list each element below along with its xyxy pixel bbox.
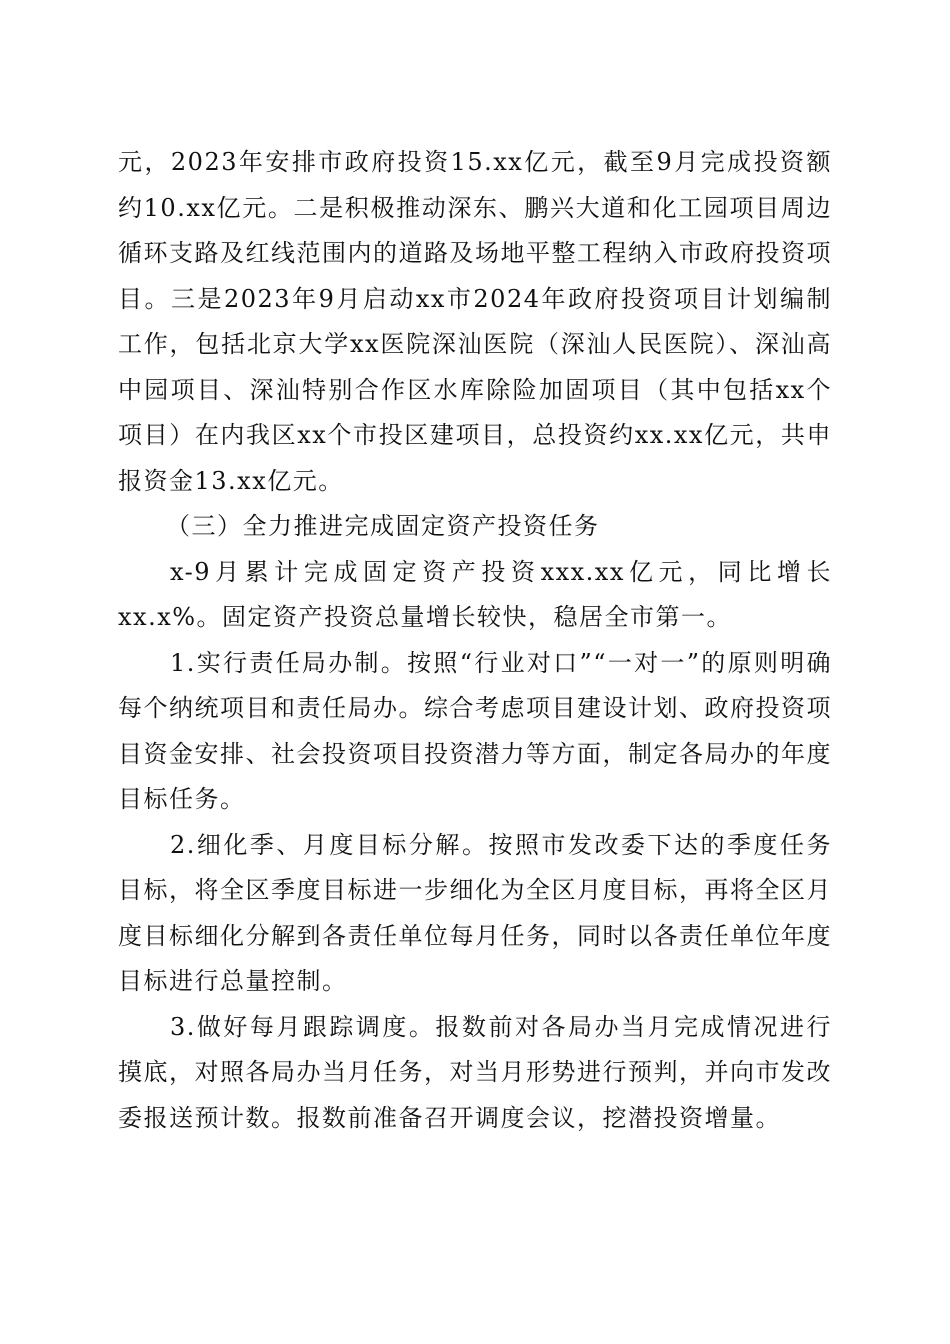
paragraph-summary: x-9月累计完成固定资产投资xxx.xx亿元，同比增长xx.x%。固定资产投资总量增长较快，稳居全市第一。 xyxy=(118,557,832,631)
paragraph-item-1: 1.实行责任局办制。按照“行业对口”“一对一”的原则明确每个纳统项目和责任局办。综合考虑项目建设计划、政府投资项目资金安排、社会投资项目投资潜力等方面，制定各局办的年度目标任务。 xyxy=(118,648,832,813)
paragraph-item-3: 3.做好每月跟踪调度。报数前对各局办当月完成情况进行摸底，对照各局办当月任务，对当月形势进行预判，并向市发改委报送预计数。报数前准备召开调度会议，挖潜投资增量。 xyxy=(118,1012,832,1132)
paragraph-item-2: 2.细化季、月度目标分解。按照市发改委下达的季度任务目标，将全区季度目标进一步细化为全区月度目标，再将全区月度目标细化分解到各责任单位每月任务，同时以各责任单位年度目标进行总量控制。 xyxy=(118,830,832,995)
document-body xyxy=(118,140,832,1141)
paragraph-continuation: 元，2023年安排市政府投资15.xx亿元，截至9月完成投资额约10.xx亿元。二是积极推动深东、鹏兴大道和化工园项目周边循环支路及红线范围内的道路及场地平整工程纳入市政府投资项目。三是2023年9月启动xx市2024年政府投资项目计划编制工作，包括北京大学xx医院深汕医院（深汕人民医院）、深汕高中园项目、深汕特别合作区水库除险加固项目（其中包括xx个项目）在内我区xx个市投区建项目，总投资约xx.xx亿元，共申报资金13.xx亿元。 xyxy=(118,148,832,495)
section-heading: （三）全力推进完成固定资产投资任务 xyxy=(166,512,600,540)
